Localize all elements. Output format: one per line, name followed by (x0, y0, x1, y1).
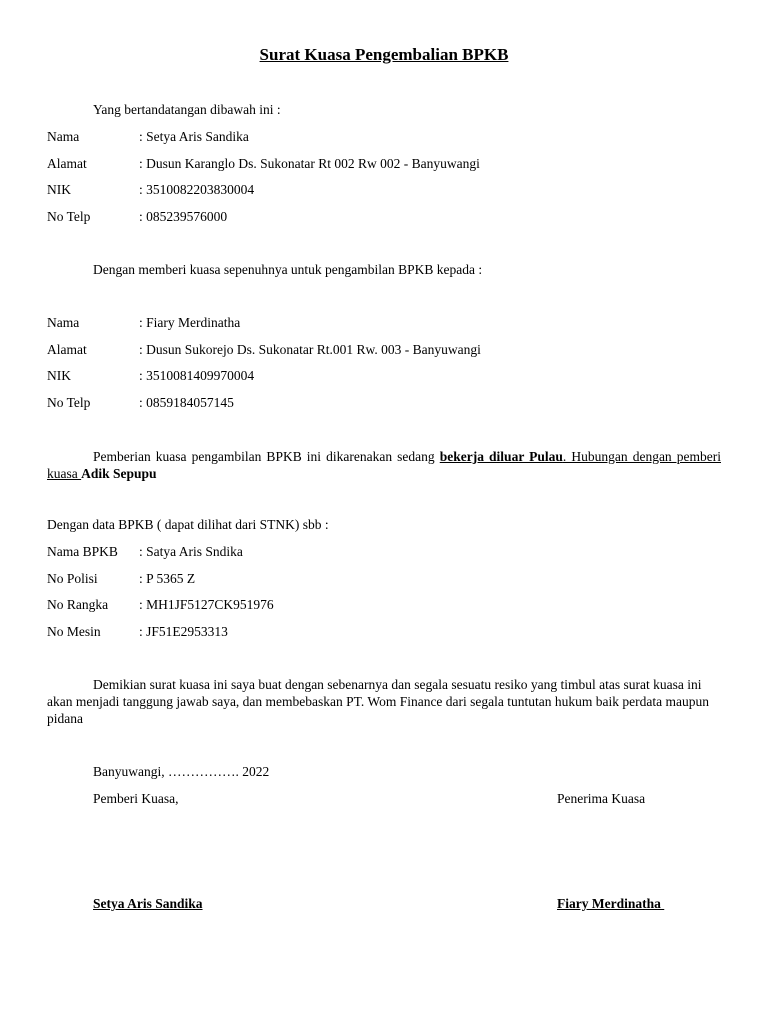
grantee-nik-value: : 3510081409970004 (139, 368, 255, 383)
grantee-signature-label: Penerima Kuasa (557, 791, 646, 806)
grantee-address-label: Alamat (47, 342, 87, 357)
grantor-name-label: Nama (47, 129, 80, 144)
reason-work-location: bekerja diluar Pulau (439, 449, 563, 464)
bpkb-plate-value: : P 5365 Z (139, 571, 196, 586)
grantor-nik-label: NIK (47, 182, 71, 197)
reason-text-part1: Pemberian kuasa pengambilan BPKB ini dikarenakan sedang (93, 449, 440, 464)
place-date: Banyuwangi, ……………. 2022 (93, 764, 270, 779)
grantee-name-label: Nama (47, 315, 80, 330)
closing-paragraph (47, 676, 721, 727)
grantor-phone-value: : 085239576000 (139, 209, 228, 224)
bpkb-intro-text: Dengan data BPKB ( dapat dilihat dari STNK) sbb : (47, 517, 329, 532)
grantee-address-value: : Dusun Sukorejo Ds. Sukonatar Rt.001 Rw. 003 - Banyuwangi (139, 342, 481, 357)
grantor-name-value: : Setya Aris Sandika (139, 129, 249, 144)
document-title: Surat Kuasa Pengembalian BPKB (259, 45, 509, 64)
grantor-phone-label: No Telp (47, 209, 91, 224)
grantor-signature-label: Pemberi Kuasa, (93, 791, 179, 806)
grantee-nik-label: NIK (47, 368, 71, 383)
grantor-nik-value: : 3510082203830004 (139, 182, 255, 197)
delegation-text: Dengan memberi kuasa sepenuhnya untuk pengambilan BPKB kepada : (93, 262, 483, 277)
grantee-phone-label: No Telp (47, 395, 91, 410)
intro-text: Yang bertandatangan dibawah ini : (93, 102, 281, 117)
grantee-name-value: : Fiary Merdinatha (139, 315, 241, 330)
closing-text: Demikian surat kuasa ini saya buat dengan sebenarnya dan segala sesuatu resiko yang timbul atas surat kuasa ini akan menjadi tanggung jawab saya, dan membebaskan PT. Wom Finance dari segala tuntutan hukum baik perdata maupun pidana (47, 677, 709, 726)
grantee-signature-name: Fiary Merdinatha (557, 896, 665, 911)
bpkb-engine-label: No Mesin (47, 624, 101, 639)
reason-relationship: Adik Sepupu (81, 466, 157, 481)
bpkb-engine-value: : JF51E2953313 (139, 624, 228, 639)
reason-text-part2: . Hubungan dengan pemberi kuasa (47, 449, 721, 481)
grantor-address-value: : Dusun Karanglo Ds. Sukonatar Rt 002 Rw 002 - Banyuwangi (139, 156, 480, 171)
grantor-address-label: Alamat (47, 156, 87, 171)
bpkb-name-label: Nama BPKB (47, 544, 118, 559)
bpkb-name-value: : Satya Aris Sndika (139, 544, 243, 559)
bpkb-chassis-label: No Rangka (47, 597, 109, 612)
grantor-signature-name: Setya Aris Sandika (93, 896, 203, 911)
bpkb-plate-label: No Polisi (47, 571, 98, 586)
bpkb-chassis-value: : MH1JF5127CK951976 (139, 597, 274, 612)
reason-paragraph (47, 448, 721, 482)
grantee-phone-value: : 0859184057145 (139, 395, 234, 410)
